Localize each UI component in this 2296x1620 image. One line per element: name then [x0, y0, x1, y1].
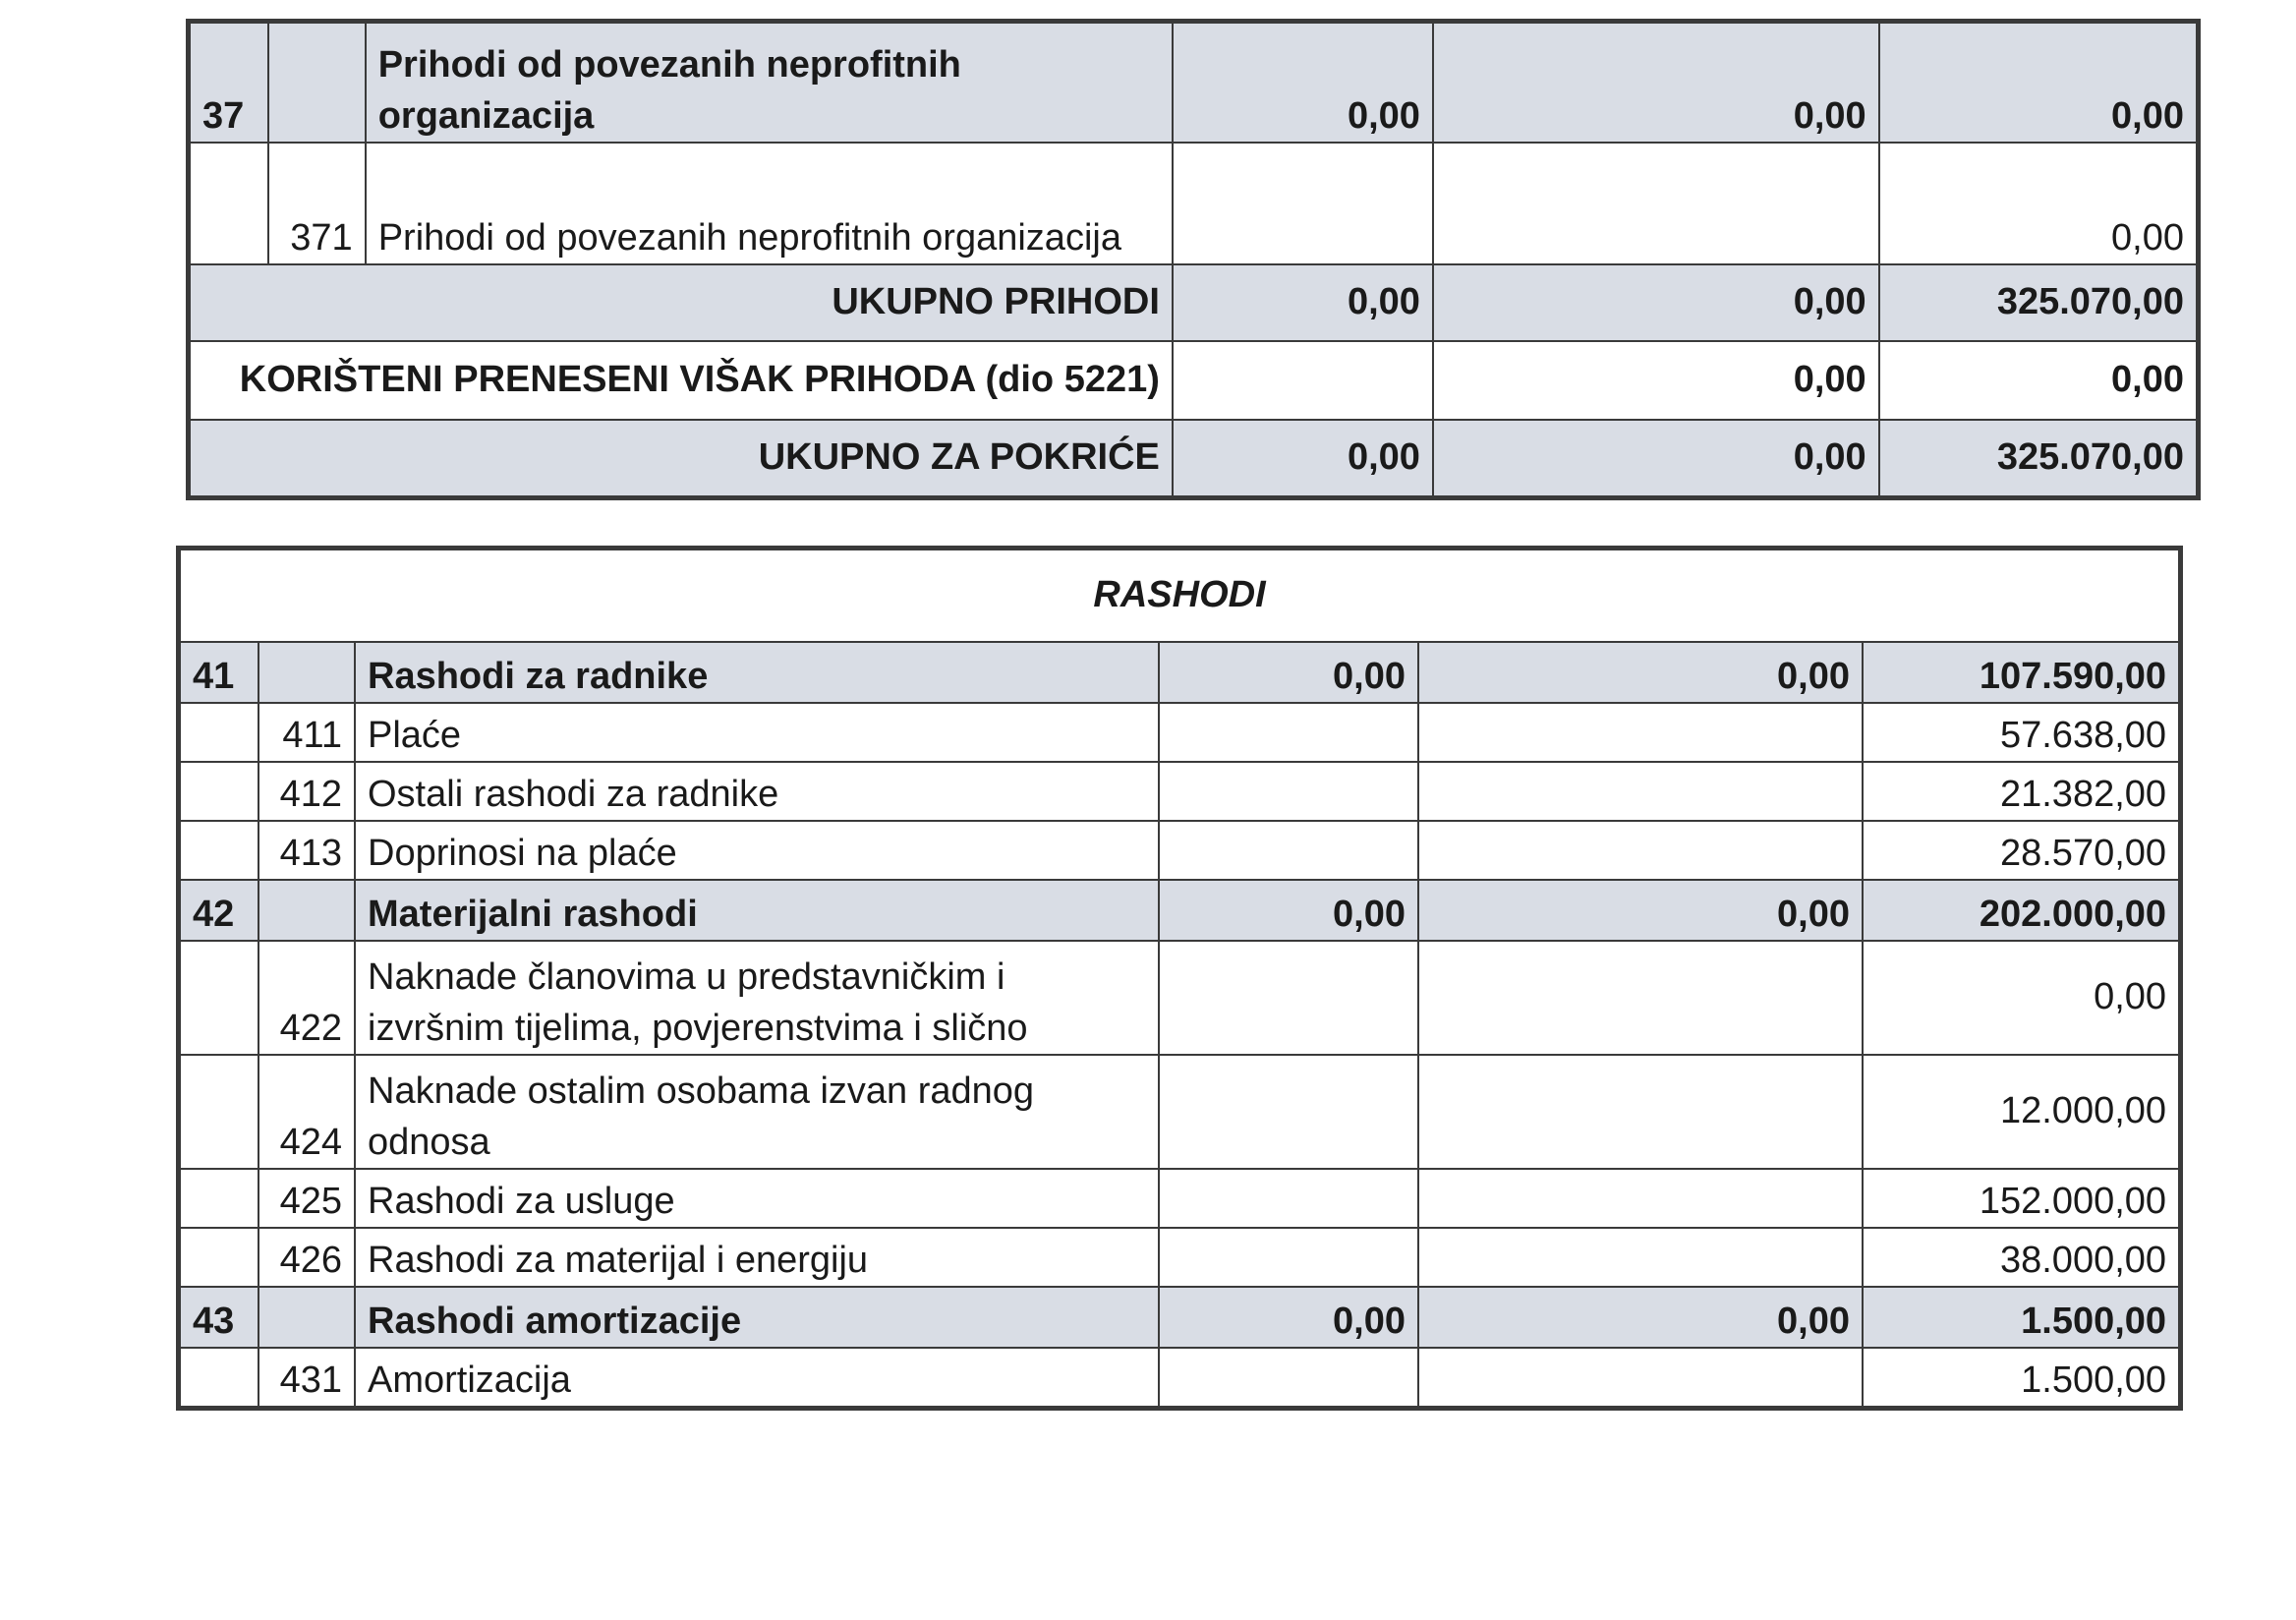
total-row	[190, 264, 2197, 341]
value-col-2: 0,00	[1418, 1287, 1863, 1348]
value-col-1	[1159, 762, 1418, 821]
table-row	[180, 880, 2179, 941]
value-col-1	[1159, 941, 1418, 1055]
table-row	[180, 703, 2179, 762]
account-code	[180, 703, 258, 762]
sub-account-code: 424	[258, 1055, 355, 1169]
value-col-1	[1159, 1348, 1418, 1407]
table-row	[180, 642, 2179, 703]
total-label: UKUPNO PRIHODI	[190, 264, 1173, 341]
account-code	[180, 762, 258, 821]
table-row	[190, 23, 2197, 143]
value-col-2	[1433, 143, 1879, 264]
table-row	[180, 1055, 2179, 1169]
account-label: Naknade članovima u predstavničkim i izvršnim tijelima, povjerenstvima i slično	[355, 941, 1159, 1055]
value-col-2	[1418, 821, 1863, 880]
rashodi-table	[179, 549, 2180, 1408]
account-label: Prihodi od povezanih neprofitnih organizacija	[366, 143, 1173, 264]
value-col-1	[1159, 1228, 1418, 1287]
total-value-1: 0,00	[1173, 264, 1433, 341]
account-label: Rashodi za radnike	[355, 642, 1159, 703]
account-code	[180, 1348, 258, 1407]
sub-account-code	[258, 880, 355, 941]
value-col-3: 1.500,00	[1863, 1348, 2179, 1407]
account-code: 37	[190, 23, 268, 143]
value-col-3: 57.638,00	[1863, 703, 2179, 762]
section-header	[180, 550, 2179, 642]
value-col-3: 1.500,00	[1863, 1287, 2179, 1348]
total-value-3: 0,00	[1879, 341, 2197, 420]
sub-account-code: 425	[258, 1169, 355, 1228]
sub-account-code	[258, 642, 355, 703]
account-label: Plaće	[355, 703, 1159, 762]
total-label: KORIŠTENI PRENESENI VIŠAK PRIHODA (dio 5221)	[190, 341, 1173, 420]
sub-account-code: 413	[258, 821, 355, 880]
value-col-1: 0,00	[1159, 1287, 1418, 1348]
value-col-1	[1159, 703, 1418, 762]
account-code	[180, 1169, 258, 1228]
table-row	[180, 762, 2179, 821]
value-col-3: 202.000,00	[1863, 880, 2179, 941]
value-col-3: 0,00	[1879, 23, 2197, 143]
account-code	[180, 1228, 258, 1287]
value-col-1	[1159, 821, 1418, 880]
total-value-3: 325.070,00	[1879, 264, 2197, 341]
value-col-3: 152.000,00	[1863, 1169, 2179, 1228]
sub-account-code: 426	[258, 1228, 355, 1287]
value-col-2	[1418, 1228, 1863, 1287]
account-code	[180, 941, 258, 1055]
table-row	[190, 143, 2197, 264]
value-col-2	[1418, 762, 1863, 821]
total-value-1	[1173, 341, 1433, 420]
total-value-2: 0,00	[1433, 420, 1879, 496]
table-row	[180, 941, 2179, 1055]
value-col-2: 0,00	[1418, 642, 1863, 703]
account-code	[190, 143, 268, 264]
value-col-1: 0,00	[1173, 23, 1433, 143]
value-col-2: 0,00	[1433, 23, 1879, 143]
sub-account-code: 371	[268, 143, 365, 264]
account-label: Prihodi od povezanih neprofitnih organizacija	[366, 23, 1173, 143]
account-label: Amortizacija	[355, 1348, 1159, 1407]
value-col-2	[1418, 1169, 1863, 1228]
value-col-1	[1173, 143, 1433, 264]
total-label: UKUPNO ZA POKRIĆE	[190, 420, 1173, 496]
total-value-2: 0,00	[1433, 264, 1879, 341]
account-label: Materijalni rashodi	[355, 880, 1159, 941]
account-label: Rashodi za materijal i energiju	[355, 1228, 1159, 1287]
value-col-1	[1159, 1169, 1418, 1228]
table-row	[180, 1169, 2179, 1228]
account-code	[180, 1055, 258, 1169]
account-code: 41	[180, 642, 258, 703]
value-col-3: 0,00	[1863, 941, 2179, 1055]
sub-account-code: 431	[258, 1348, 355, 1407]
section-title: RASHODI	[180, 550, 2179, 642]
value-col-1: 0,00	[1159, 880, 1418, 941]
table-row	[180, 1348, 2179, 1407]
sub-account-code: 412	[258, 762, 355, 821]
value-col-2	[1418, 1055, 1863, 1169]
sub-account-code: 411	[258, 703, 355, 762]
value-col-3: 107.590,00	[1863, 642, 2179, 703]
value-col-3: 38.000,00	[1863, 1228, 2179, 1287]
total-row	[190, 341, 2197, 420]
total-value-3: 325.070,00	[1879, 420, 2197, 496]
value-col-3: 12.000,00	[1863, 1055, 2179, 1169]
account-label: Ostali rashodi za radnike	[355, 762, 1159, 821]
sub-account-code	[258, 1287, 355, 1348]
value-col-1	[1159, 1055, 1418, 1169]
sub-account-code	[268, 23, 365, 143]
total-value-2: 0,00	[1433, 341, 1879, 420]
account-label: Naknade ostalim osobama izvan radnog odnosa	[355, 1055, 1159, 1169]
value-col-3: 28.570,00	[1863, 821, 2179, 880]
account-label: Rashodi amortizacije	[355, 1287, 1159, 1348]
value-col-2: 0,00	[1418, 880, 1863, 941]
table-row	[180, 1287, 2179, 1348]
account-code: 43	[180, 1287, 258, 1348]
value-col-1: 0,00	[1159, 642, 1418, 703]
value-col-3: 21.382,00	[1863, 762, 2179, 821]
sub-account-code: 422	[258, 941, 355, 1055]
value-col-2	[1418, 1348, 1863, 1407]
account-code	[180, 821, 258, 880]
value-col-3: 0,00	[1879, 143, 2197, 264]
value-col-2	[1418, 941, 1863, 1055]
value-col-2	[1418, 703, 1863, 762]
total-value-1: 0,00	[1173, 420, 1433, 496]
total-row	[190, 420, 2197, 496]
prihodi-table	[189, 22, 2198, 497]
table-row	[180, 821, 2179, 880]
account-label: Rashodi za usluge	[355, 1169, 1159, 1228]
table-row	[180, 1228, 2179, 1287]
account-label: Doprinosi na plaće	[355, 821, 1159, 880]
account-code: 42	[180, 880, 258, 941]
